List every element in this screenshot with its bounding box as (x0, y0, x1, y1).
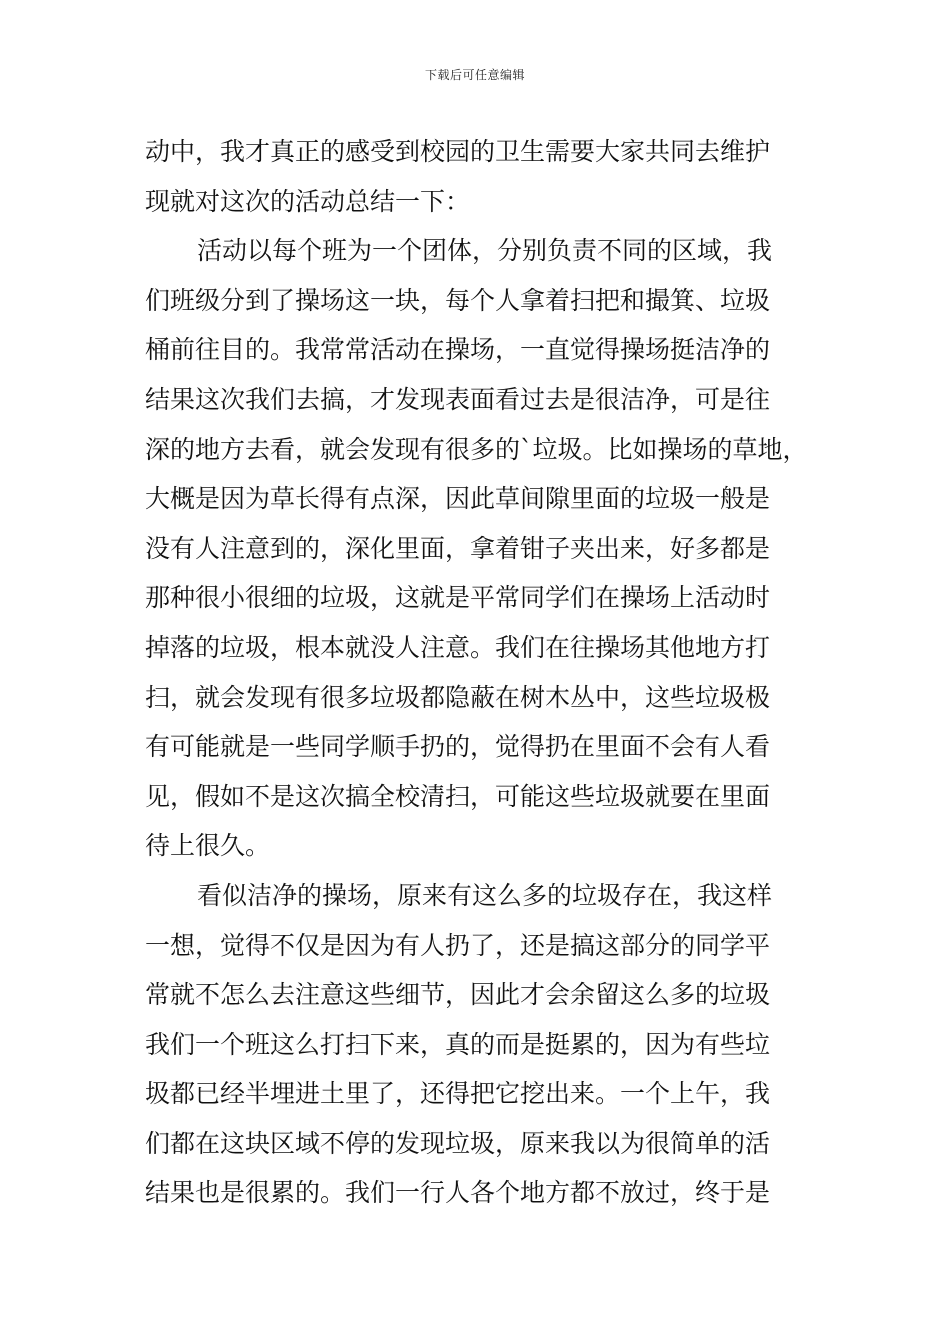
text-line: 常就不怎么去注意这些细节，因此才会余留这么多的垃圾 (145, 980, 771, 1010)
text-line: 那种很小很细的垃圾，这就是平常同学们在操场上活动时 (145, 583, 771, 613)
text-line: 们都在这块区域不停的发现垃圾，原来我以为很简单的活 (145, 1128, 771, 1158)
body-text (145, 127, 825, 1218)
text-line: 待上很久。 (145, 831, 271, 861)
text-line: 现就对这次的活动总结一下： (145, 186, 471, 216)
page-header: 下载后可任意编辑 (424, 68, 525, 82)
text-line: 有可能就是一些同学顺手扔的，觉得扔在里面不会有人看 (145, 732, 771, 762)
text-line: 没有人注意到的，深化里面，拿着钳子夹出来，好多都是 (145, 533, 771, 563)
text-line: 见，假如不是这次搞全校清扫，可能这些垃圾就要在里面 (145, 781, 771, 811)
text-line: 深的地方去看，就会发现有很多的`垃圾。比如操场的草地， (145, 434, 808, 464)
text-line: 掉落的垃圾，根本就没人注意。我们在往操场其他地方打 (145, 632, 771, 662)
text-line: 我们一个班这么打扫下来，真的而是挺累的，因为有些垃 (145, 1029, 771, 1059)
text-line: 结果这次我们去搞，才发现表面看过去是很洁净，可是往 (145, 384, 771, 414)
text-line: 扫，就会发现有很多垃圾都隐蔽在树木丛中，这些垃圾极 (145, 682, 771, 712)
text-line: 圾都已经半埋进土里了，还得把它挖出来。一个上午，我 (145, 1079, 771, 1109)
text-line: 们班级分到了操场这一块，每个人拿着扫把和撮箕、垃圾 (145, 285, 771, 315)
text-line: 桶前往目的。我常常活动在操场，一直觉得操场挺洁净的 (145, 335, 771, 365)
text-line: 看似洁净的操场，原来有这么多的垃圾存在，我这样 (197, 880, 773, 910)
text-line: 活动以每个班为一个团体，分别负责不同的区域，我 (197, 236, 773, 266)
text-line: 动中，我才真正的感受到校园的卫生需要大家共同去维护 (145, 137, 771, 166)
text-line: 一想，觉得不仅是因为有人扔了，还是搞这部分的同学平 (145, 930, 771, 960)
text-line: 结果也是很累的。我们一行人各个地方都不放过，终于是 (145, 1178, 771, 1208)
text-line: 大概是因为草长得有点深，因此草间隙里面的垃圾一般是 (145, 484, 771, 514)
